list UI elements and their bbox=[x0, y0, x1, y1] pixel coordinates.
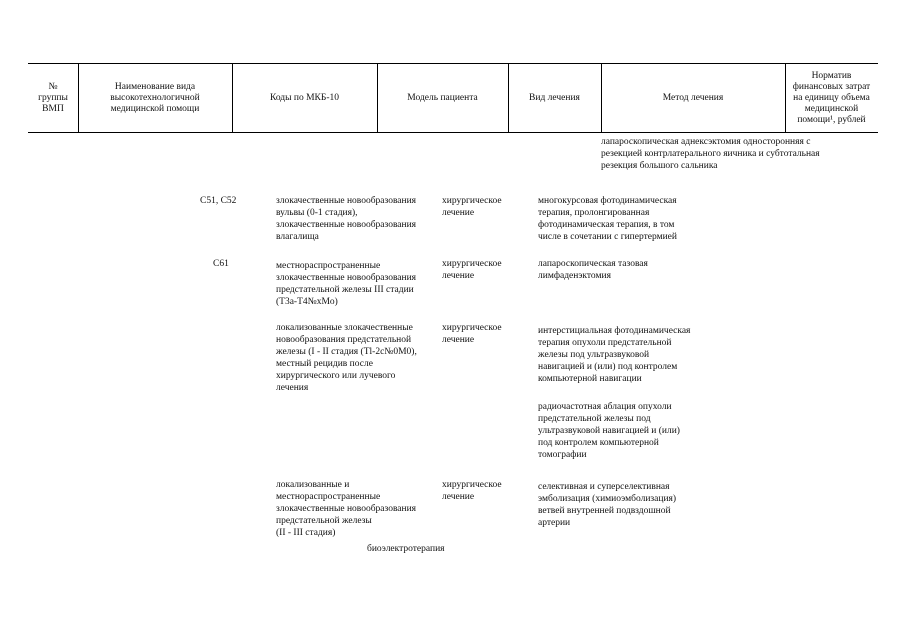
method-text: многокурсовая фотодинамическая терапия, пролонгированная фотодинамическая терапия, в том числе в сочетании с гипертермией bbox=[538, 196, 677, 242]
icd-codes-text: C51, C52 bbox=[200, 196, 237, 206]
patient-model-text: локализованные и местнораспространенные злокачественные новообразования предстательной железы (II - III стадия) bbox=[276, 480, 417, 538]
header-treatment-method: Метод лечения bbox=[662, 92, 724, 103]
method-text: селективная и суперселективная эмболизация (химиоэмболизация) ветвей внутренней подвздошной артерии bbox=[538, 482, 677, 528]
treatment-type-text: хирургическое лечение bbox=[442, 196, 502, 218]
treatment-type-text: хирургическое лечение bbox=[442, 259, 502, 281]
method-text: радиочастотная аблация опухоли предстательной железы под ультразвуковой навигацией и (или) под контролем компьютерной томографии bbox=[538, 402, 680, 460]
icd-codes-text: C61 bbox=[213, 259, 229, 269]
treatment-type-text: хирургическое лечение bbox=[442, 480, 502, 502]
header-care-type: Наименование вида высокотехнологичной медицинской помощи bbox=[110, 81, 200, 114]
header-patient-model: Модель пациента bbox=[407, 92, 478, 103]
method-text: биоэлектротерапия bbox=[367, 544, 445, 554]
patient-model-text: местнораспространенные злокачественные новообразования предстательной железы III стадии (T3a-T4№xMo) bbox=[276, 261, 417, 307]
method-text: лапароскопическая аднексэктомия односторонняя с резекцией контрлатерального яичника и субтотальная резекция большого сальника bbox=[601, 137, 820, 171]
treatment-type-text: хирургическое лечение bbox=[442, 323, 502, 345]
method-text: интерстициальная фотодинамическая терапия опухоли предстательной железы под ультразвуковой навигацией и (или) под контролем компьютерной навигации bbox=[538, 326, 691, 384]
header-cost-norm: Норматив финансовых затрат на единицу объема медицинской помощи¹, рублей bbox=[792, 70, 871, 125]
header-icd-codes: Коды по МКБ-10 bbox=[269, 92, 340, 103]
header-treatment-type: Вид лечения bbox=[529, 92, 580, 103]
method-text: лапароскопическая тазовая лимфаденэктомия bbox=[538, 259, 648, 281]
header-group-number: № группы ВМП bbox=[38, 81, 68, 114]
table-header bbox=[28, 63, 878, 133]
patient-model-text: злокачественные новообразования вульвы (0-1 стадия), злокачественные новообразования влагалища bbox=[276, 196, 417, 242]
patient-model-text: локализованные злокачественные новообразования предстательной железы (I - II стадия (Tl-2c№0M0), местный рецидив после хирургического или лучевого лечения bbox=[276, 323, 417, 393]
